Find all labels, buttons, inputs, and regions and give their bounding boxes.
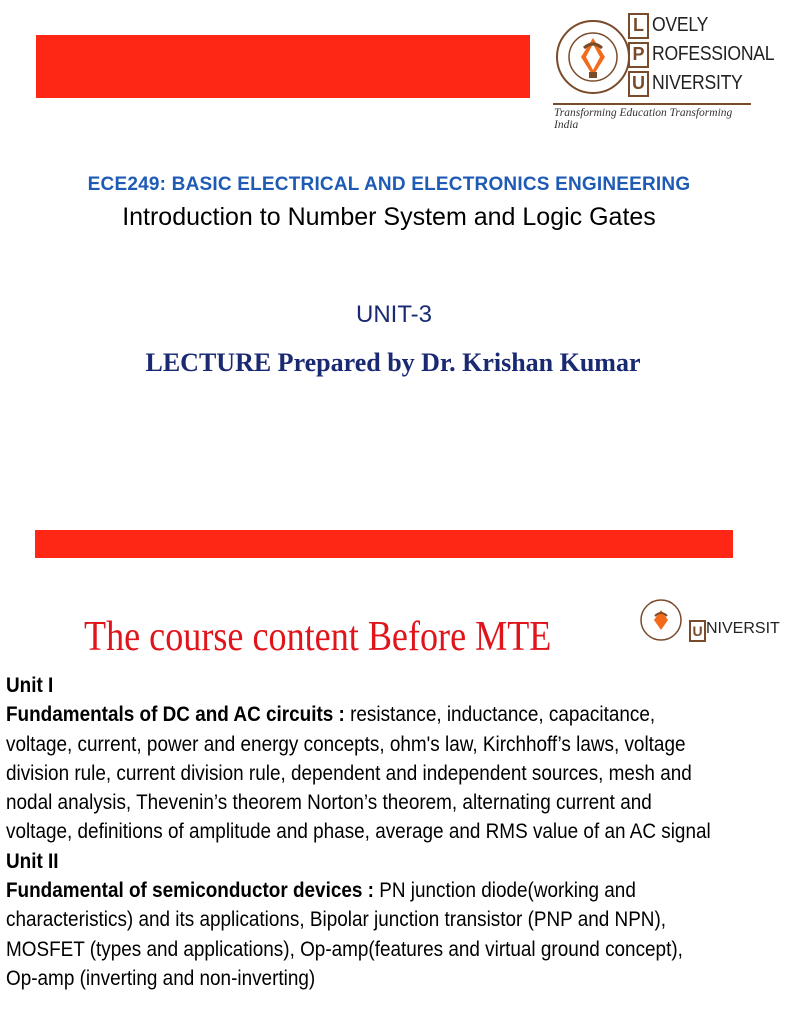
top-accent-bar — [36, 35, 530, 98]
course-content-slide — [0, 585, 780, 1024]
logo-word-rofessional: ROFESSIONAL — [652, 43, 775, 65]
lpu-mini-logo — [635, 610, 780, 650]
mini-logo-letter: U — [689, 620, 706, 642]
unit-label: UNIT-3 — [355, 301, 432, 328]
lpu-logo — [548, 6, 775, 131]
university-seal-icon — [639, 596, 683, 644]
slide-heading: The course content Before MTE — [84, 614, 552, 660]
logo-divider — [553, 103, 751, 105]
logo-letter-u: U — [628, 71, 649, 97]
unit1-text: voltage, definitions of amplitude and phase, average and RMS value of an AC signal — [6, 819, 711, 844]
unit1-text: resistance, inductance, capacitance, — [344, 702, 656, 727]
logo-letter-l: L — [628, 13, 649, 39]
unit2-text: characteristics) and its applications, Bipolar junction transistor (PNP and NPN), — [6, 907, 667, 932]
mini-logo-word: NIVERSIT — [706, 620, 780, 637]
unit2-text: MOSFET (types and applications), Op-amp(features and virtual ground concept), — [6, 936, 683, 961]
course-title: ECE249: BASIC ELECTRICAL AND ELECTRONICS ENGINEERING — [87, 174, 691, 195]
unit2-text: Op-amp (inverting and non-inverting) — [6, 965, 316, 990]
unit1-topic: Fundamentals of DC and AC circuits : — [6, 702, 345, 727]
logo-tagline: Transforming Education Transforming India — [554, 107, 733, 131]
lecture-author: LECTURE Prepared by Dr. Krishan Kumar — [145, 348, 641, 377]
bottom-accent-bar — [35, 530, 733, 558]
university-seal-icon — [553, 10, 633, 104]
logo-word-ovely: OVELY — [652, 14, 709, 36]
unit2-label: Unit II — [6, 848, 59, 873]
unit1-label: Unit I — [6, 673, 54, 697]
unit2-topic: Fundamental of semiconductor devices : — [6, 878, 374, 903]
logo-letter-p: P — [628, 42, 649, 68]
unit2-text: PN junction diode(working and — [373, 878, 636, 903]
logo-word-niversity: NIVERSITY — [652, 72, 743, 94]
unit1-text: nodal analysis, Thevenin’s theorem Norton’s theorem, alternating current and — [6, 790, 652, 815]
unit1-text: division rule, current division rule, dependent and independent sources, mesh and — [6, 760, 692, 785]
course-content — [6, 671, 711, 993]
lecture-subtitle: Introduction to Number System and Logic Gates — [122, 203, 656, 231]
unit1-text: voltage, current, power and energy concepts, ohm's law, Kirchhoff’s laws, voltage — [6, 731, 686, 756]
